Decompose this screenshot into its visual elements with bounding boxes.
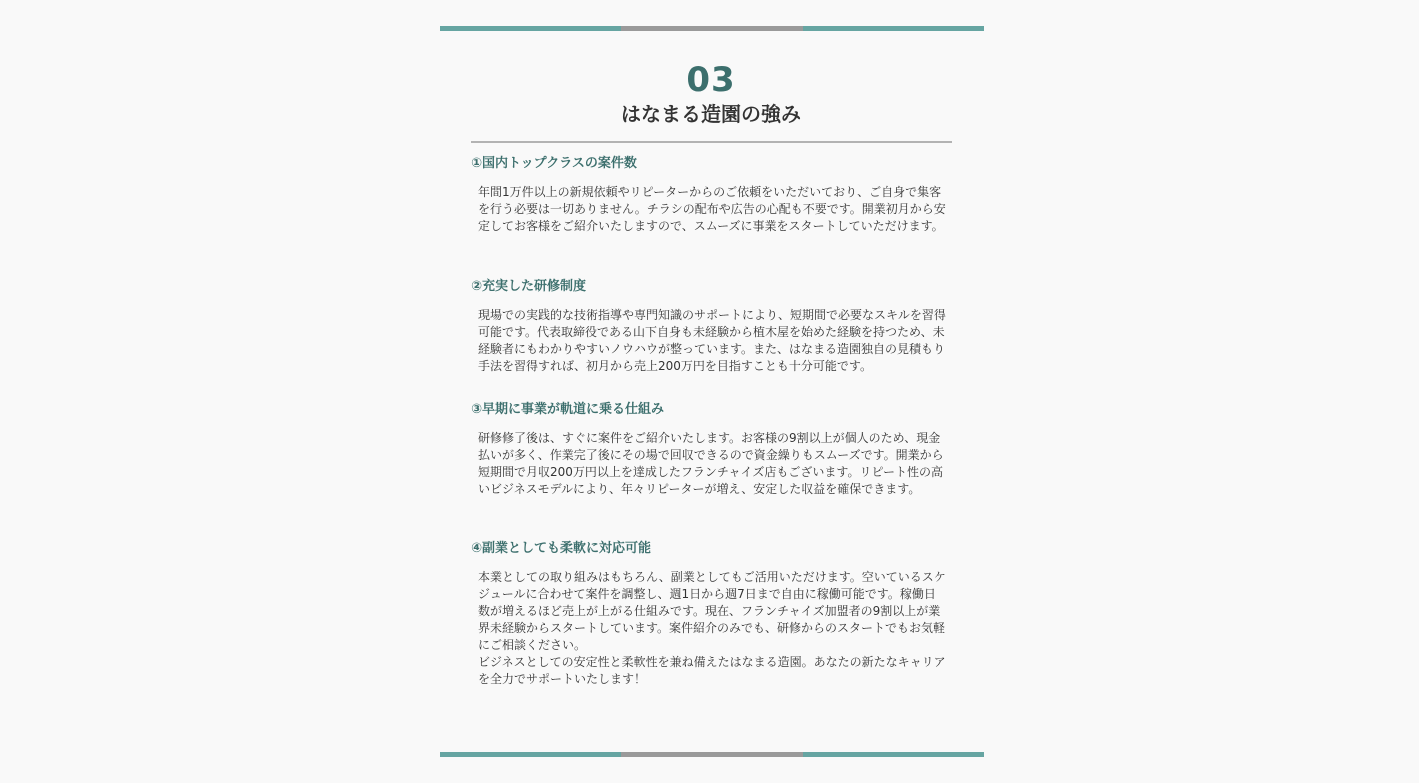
strength-paragraph: 年間1万件以上の新規依頼やリピーターからのご依頼をいただいており、ご自身で集客を行う必要は一切ありません。チラシの配布や広告の心配も不要です。開業初月から安定してお客様をご紹介いたしますので、スムーズに事業をスタートしていただけます。 <box>478 185 946 233</box>
bar-segment-teal <box>440 26 621 31</box>
strength-heading: ②充実した研修制度 <box>471 279 587 294</box>
bar-segment-teal <box>803 752 984 757</box>
strength-heading: ④副業としても柔軟に対応可能 <box>471 541 652 556</box>
strengths-list <box>471 154 953 688</box>
header-divider <box>471 141 952 143</box>
section-number: 03 <box>686 60 736 100</box>
bottom-decorative-bar <box>440 752 984 757</box>
top-decorative-bar <box>440 26 984 31</box>
bar-segment-gray <box>621 752 802 757</box>
strength-heading: ①国内トップクラスの案件数 <box>471 156 637 171</box>
strength-heading: ③早期に事業が軌道に乗る仕組み <box>471 402 665 417</box>
bar-segment-gray <box>621 26 802 31</box>
strength-paragraph: 研修修了後は、すぐに案件をご紹介いたします。お客様の9割以上が個人のため、現金払いが多く、作業完了後にその場で回収できるので資金繰りもスムーズです。開業から短期間で月収200万円以上を達成したフランチャイズ店もございます。リピート性の高いビジネスモデルにより、年々リピーターが増え、安定した収益を確保できます。 <box>478 431 944 496</box>
strength-item <box>471 400 953 539</box>
strength-paragraph: 現場での実践的な技術指導や専門知識のサポートにより、短期間で必要なスキルを習得可能です。代表取締役である山下自身も未経験から植木屋を始めた経験を持つため、未経験者にもわかりやすいノウハウが整っています。また、はなまる造園独自の見積もり手法を習得すれば、初月から売上200万円を目指すことも十分可能です。 <box>478 308 946 373</box>
strength-body <box>471 430 953 498</box>
strength-body <box>471 569 953 688</box>
strength-item <box>471 539 953 688</box>
strength-item <box>471 154 953 277</box>
bar-segment-teal <box>440 752 621 757</box>
section-title: はなまる造園の強み <box>621 102 801 126</box>
strength-body <box>471 307 953 375</box>
section-header <box>470 60 952 127</box>
strength-item <box>471 277 953 400</box>
strength-body <box>471 184 953 235</box>
bar-segment-teal <box>803 26 984 31</box>
closing-paragraph: ビジネスとしての安定性と柔軟性を兼ね備えたはなまる造園。あなたの新たなキャリアを全力でサポートいたします！ <box>478 655 946 686</box>
strength-paragraph: 本業としての取り組みはもちろん、副業としてもご活用いただけます。空いているスケジュールに合わせて案件を調整し、週1日から週7日まで自由に稼働可能です。稼働日数が増えるほど売上が上がる仕組みです。現在、フランチャイズ加盟者の9割以上が業界未経験からスタートしています。案件紹介のみでも、研修からのスタートでもお気軽にご相談ください。 <box>478 570 946 652</box>
